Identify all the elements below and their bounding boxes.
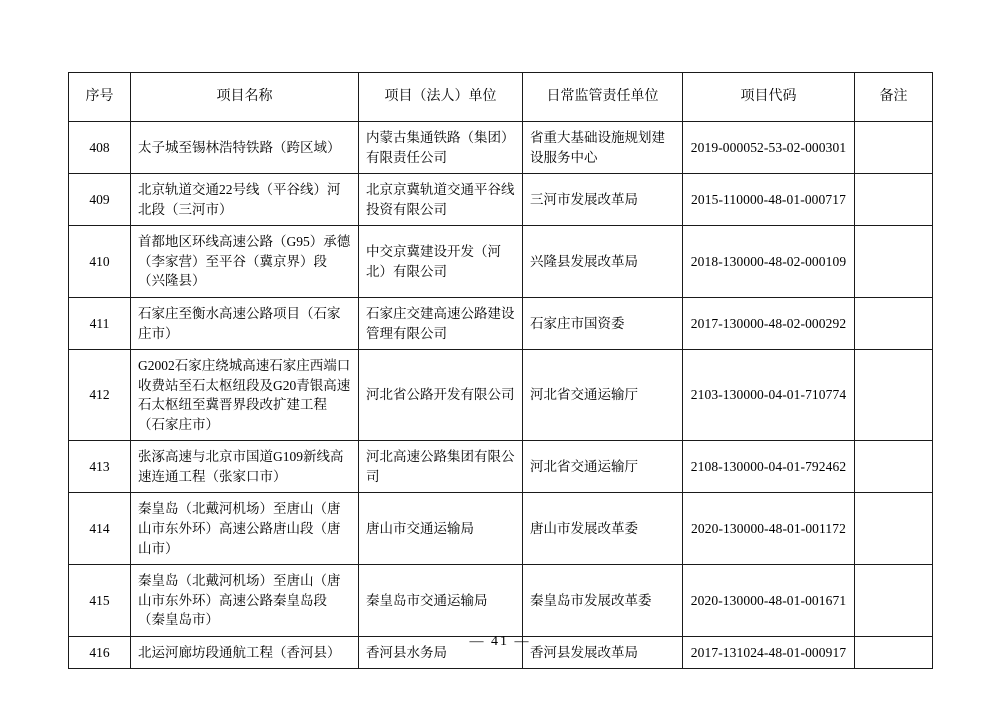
cell-supervisor-unit: 石家庄市国资委 [523,297,683,349]
cell-project-code: 2017-131024-48-01-000917 [683,636,855,669]
table-row [69,565,933,637]
cell-index: 413 [69,441,131,493]
cell-project-name: 北运河廊坊段通航工程（香河县） [131,636,359,669]
cell-index: 415 [69,565,131,637]
cell-project-name: 首都地区环线高速公路（G95）承德（李家营）至平谷（冀京界）段（兴隆县） [131,226,359,298]
cell-project-unit: 河北高速公路集团有限公司 [359,441,523,493]
cell-project-name: 太子城至锡林浩特铁路（跨区域） [131,122,359,174]
cell-index: 416 [69,636,131,669]
cell-project-unit: 中交京冀建设开发（河北）有限公司 [359,226,523,298]
column-header-project-unit: 项目（法人）单位 [359,73,523,122]
table-body [69,122,933,669]
cell-project-unit: 内蒙古集通铁路（集团）有限责任公司 [359,122,523,174]
cell-note [855,565,933,637]
cell-note [855,174,933,226]
cell-project-unit: 唐山市交通运输局 [359,493,523,565]
cell-project-name: G2002石家庄绕城高速石家庄西端口收费站至石太枢纽段及G20青银高速石太枢纽至冀晋界段改扩建工程（石家庄市） [131,350,359,441]
cell-project-name: 秦皇岛（北戴河机场）至唐山（唐山市东外环）高速公路秦皇岛段（秦皇岛市） [131,565,359,637]
cell-project-unit: 秦皇岛市交通运输局 [359,565,523,637]
cell-supervisor-unit: 香河县发展改革局 [523,636,683,669]
cell-project-code: 2108-130000-04-01-792462 [683,441,855,493]
table-row [69,226,933,298]
table-row [69,350,933,441]
cell-supervisor-unit: 秦皇岛市发展改革委 [523,565,683,637]
cell-supervisor-unit: 河北省交通运输厅 [523,441,683,493]
cell-index: 408 [69,122,131,174]
table-row [69,174,933,226]
cell-note [855,441,933,493]
cell-supervisor-unit: 河北省交通运输厅 [523,350,683,441]
table-header [69,73,933,122]
column-header-supervisor-unit: 日常监管责任单位 [523,73,683,122]
cell-index: 412 [69,350,131,441]
table-row [69,493,933,565]
cell-project-unit: 香河县水务局 [359,636,523,669]
cell-project-code: 2018-130000-48-02-000109 [683,226,855,298]
cell-project-code: 2103-130000-04-01-710774 [683,350,855,441]
table-row [69,441,933,493]
cell-project-code: 2015-110000-48-01-000717 [683,174,855,226]
cell-project-unit: 北京京冀轨道交通平谷线投资有限公司 [359,174,523,226]
project-list-table [68,72,933,669]
cell-note [855,350,933,441]
page-number: — 41 — [469,634,531,649]
cell-note [855,297,933,349]
cell-supervisor-unit: 三河市发展改革局 [523,174,683,226]
table-row [69,297,933,349]
table-header-row [69,73,933,122]
cell-supervisor-unit: 兴隆县发展改革局 [523,226,683,298]
cell-project-name: 北京轨道交通22号线（平谷线）河北段（三河市） [131,174,359,226]
cell-project-code: 2020-130000-48-01-001671 [683,565,855,637]
cell-supervisor-unit: 省重大基础设施规划建设服务中心 [523,122,683,174]
column-header-project-name: 项目名称 [131,73,359,122]
cell-project-unit: 石家庄交建高速公路建设管理有限公司 [359,297,523,349]
cell-index: 409 [69,174,131,226]
column-header-project-code: 项目代码 [683,73,855,122]
cell-project-name: 张涿高速与北京市国道G109新线高速连通工程（张家口市） [131,441,359,493]
cell-project-code: 2017-130000-48-02-000292 [683,297,855,349]
cell-project-code: 2019-000052-53-02-000301 [683,122,855,174]
cell-project-name: 石家庄至衡水高速公路项目（石家庄市） [131,297,359,349]
cell-project-name: 秦皇岛（北戴河机场）至唐山（唐山市东外环）高速公路唐山段（唐山市） [131,493,359,565]
table-row [69,122,933,174]
cell-note [855,493,933,565]
column-header-note: 备注 [855,73,933,122]
cell-note [855,226,933,298]
cell-index: 411 [69,297,131,349]
cell-index: 410 [69,226,131,298]
cell-note [855,122,933,174]
cell-project-unit: 河北省公路开发有限公司 [359,350,523,441]
cell-index: 414 [69,493,131,565]
column-header-index: 序号 [69,73,131,122]
cell-supervisor-unit: 唐山市发展改革委 [523,493,683,565]
cell-project-code: 2020-130000-48-01-001172 [683,493,855,565]
